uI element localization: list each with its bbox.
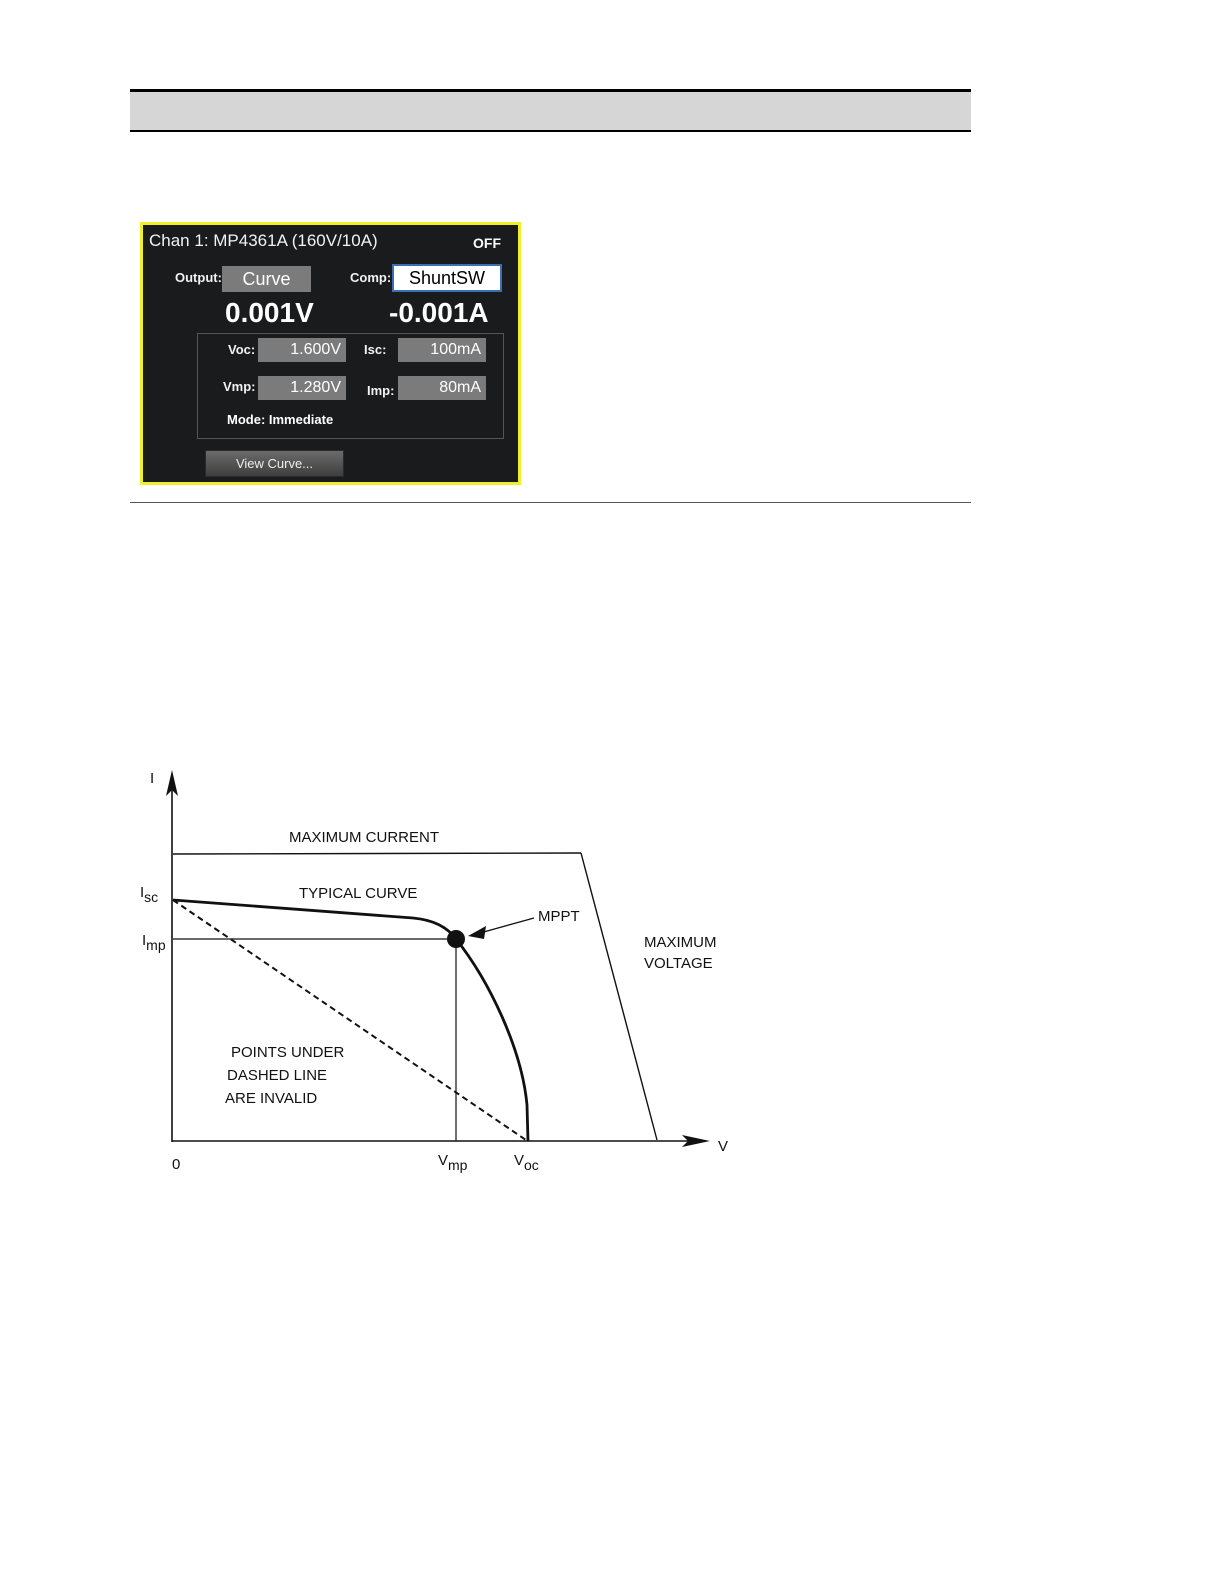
channel-title: Chan 1: MP4361A (160V/10A)	[149, 231, 378, 250]
invalid-region-label-line3: ARE INVALID	[225, 1090, 318, 1107]
comp-label: Comp:	[350, 270, 392, 285]
isc-axis-label: $I_{sc}$	[140, 884, 159, 905]
y-axis-label: I	[150, 770, 155, 787]
voc-label: Voc:	[228, 342, 256, 357]
iv-curve-diagram	[130, 760, 750, 1190]
output-state-indicator: OFF	[473, 235, 501, 251]
max-voltage-label-line2: VOLTAGE	[644, 955, 713, 972]
max-current-label: MAXIMUM CURRENT	[289, 829, 439, 846]
measured-voltage: 0.001V	[225, 297, 314, 328]
x-axis-label: V	[718, 1138, 729, 1155]
mppt-pointer-line	[480, 918, 534, 933]
max-current-line	[173, 853, 581, 854]
vmp-axis-label: $V_{mp}$	[438, 1152, 468, 1173]
section-header-band	[130, 89, 971, 132]
voc-field[interactable]: 1.600V	[258, 338, 346, 362]
imp-label: Imp:	[367, 383, 395, 398]
invalid-region-label-line1: POINTS UNDER	[231, 1044, 345, 1061]
vmp-field[interactable]: 1.280V	[258, 376, 346, 400]
mppt-point	[447, 930, 465, 948]
isc-field[interactable]: 100mA	[398, 338, 486, 362]
comp-mode-field[interactable]: ShuntSW	[392, 264, 502, 292]
mode-text: Mode: Immediate	[227, 412, 334, 427]
measured-current: -0.001A	[389, 297, 489, 328]
section-divider	[130, 502, 971, 503]
invalid-region-label-line2: DASHED LINE	[227, 1067, 328, 1084]
imp-axis-label: $I_{mp}$	[142, 932, 166, 953]
isc-label: Isc:	[364, 342, 387, 357]
imp-field[interactable]: 80mA	[398, 376, 486, 400]
max-voltage-line	[581, 853, 657, 1140]
iv-curve-svg	[130, 760, 750, 1190]
mppt-label: MPPT	[538, 908, 580, 925]
typical-curve-label: TYPICAL CURVE	[299, 885, 418, 902]
output-mode-field[interactable]: Curve	[222, 266, 311, 292]
output-label: Output:	[175, 270, 222, 285]
mppt-pointer-arrowhead	[468, 926, 486, 939]
origin-label: 0	[172, 1156, 181, 1173]
instrument-channel-screen	[140, 222, 521, 485]
view-curve-button[interactable]: View Curve...	[205, 450, 344, 477]
vmp-label: Vmp:	[223, 379, 256, 394]
max-voltage-label-line1: MAXIMUM	[644, 934, 717, 951]
voc-axis-label: $V_{oc}$	[514, 1152, 539, 1173]
